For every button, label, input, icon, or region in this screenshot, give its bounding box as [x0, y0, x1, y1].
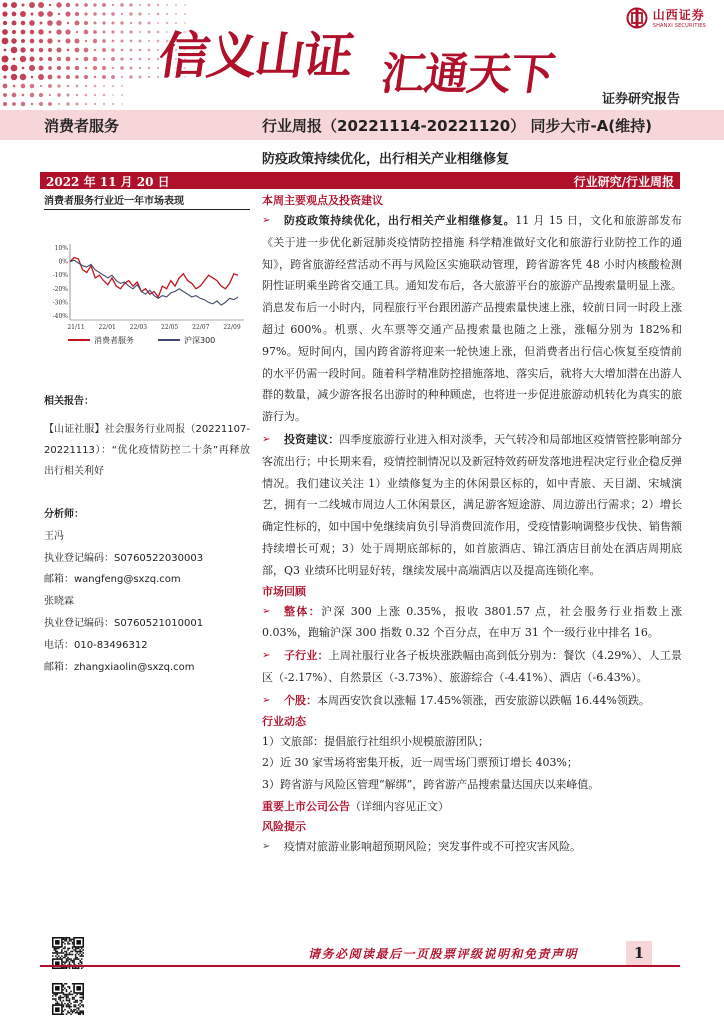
decorative-dot: [48, 75, 53, 80]
x-tick-label: 22/09: [223, 324, 241, 331]
paragraph-policy: [262, 210, 682, 428]
decorative-dot: [147, 21, 150, 24]
decorative-dot: [56, 47, 61, 52]
decorative-dot: [48, 66, 52, 70]
decorative-dot: [157, 49, 159, 51]
decorative-dot: [94, 103, 96, 105]
decorative-dot: [102, 39, 106, 43]
decorative-dot: [130, 58, 133, 61]
sidebar: [44, 192, 250, 352]
decorative-dot: [148, 58, 150, 60]
decorative-dot: [129, 75, 132, 78]
announcements-note: （详细内容见正文）: [350, 799, 449, 813]
decorative-dot: [94, 85, 97, 88]
decorative-dot: [138, 12, 141, 15]
title-band: [0, 110, 724, 140]
decorative-dot: [65, 38, 70, 43]
decorative-dot: [20, 47, 25, 52]
decorative-dot: [57, 93, 61, 97]
x-tick-label: 22/05: [160, 324, 179, 331]
legend-label: 消费者服务: [94, 336, 134, 345]
x-tick-label: 22/07: [192, 324, 210, 331]
logo-english: SHANXI SECURITIES: [652, 23, 706, 29]
decorative-dot: [111, 75, 115, 79]
decorative-dot: [66, 102, 70, 106]
series-line-consumer-services: [70, 258, 238, 298]
analyst-info: [44, 504, 250, 678]
decorative-dot: [111, 30, 114, 33]
report-title: 行业周报（20221114-20221120） 同步大市-A(维持): [262, 117, 652, 135]
decorative-dot: [76, 31, 78, 33]
decorative-dot: [129, 3, 133, 7]
footer-rule: [40, 965, 680, 967]
decorative-dot: [148, 13, 150, 15]
decorative-dot: [121, 76, 123, 78]
decorative-dot: [2, 65, 9, 72]
decorative-dot: [12, 12, 17, 17]
decorative-dot: [30, 30, 34, 34]
paragraph-lead: 防疫政策持续优化，出行相关产业相继修复。: [284, 214, 516, 227]
decorative-dot: [13, 58, 16, 61]
decorative-dot: [112, 4, 114, 6]
decorative-dot: [112, 67, 114, 69]
decorative-dot: [157, 22, 159, 24]
decorative-dot: [103, 85, 105, 87]
decorative-dot: [112, 40, 115, 43]
decorative-dot: [11, 65, 18, 72]
decorative-dot: [175, 13, 177, 15]
analyst-email[interactable]: 邮箱：wangfeng@sxzq.com: [44, 574, 181, 586]
arrow-bullet-icon: ➢: [262, 650, 271, 662]
decorative-dot: [39, 48, 44, 53]
decorative-dot: [66, 75, 70, 79]
decorative-dot: [11, 74, 17, 80]
decorative-dot: [75, 3, 78, 6]
decorative-dot: [4, 49, 7, 52]
decorative-dot: [175, 4, 177, 6]
decorative-dot: [130, 49, 133, 52]
decorative-dot: [130, 40, 133, 43]
decorative-dot: [102, 12, 105, 15]
decorative-dot: [94, 76, 96, 78]
decorative-dot: [30, 93, 34, 97]
decorative-dot: [20, 56, 26, 62]
report-date: 2022 年 11 月 20 日: [46, 175, 170, 189]
decorative-dot: [12, 93, 17, 98]
analyst-line: 执业登记编码：S0760521010001: [44, 617, 204, 629]
decorative-dot: [3, 102, 7, 106]
decorative-dot: [49, 94, 51, 96]
section-title-risk: 风险提示: [262, 819, 306, 833]
decorative-dot: [139, 4, 141, 6]
paragraph-body: 上周社服行业各子板块涨跌幅由高到低分别为：餐饮（4.29%）、人工景区（-2.17%）、自然景区（-3.73%）、旅游综合（-4.41%）、酒店（-6.43%）。: [262, 649, 683, 684]
decorative-dot: [21, 84, 26, 89]
decorative-dot: [157, 31, 160, 34]
decorative-dot: [39, 39, 43, 43]
decorative-dot: [11, 38, 17, 44]
decorative-dot: [130, 22, 132, 24]
decorative-dot: [3, 84, 8, 89]
decorative-dot: [121, 13, 123, 15]
y-tick-label: -10%: [52, 272, 68, 280]
decorative-dot: [121, 49, 124, 52]
decorative-dot: [93, 39, 97, 43]
y-tick-label: 10%: [54, 245, 68, 252]
decorative-dot: [129, 66, 132, 69]
decorative-dot: [84, 57, 89, 62]
decorative-dot: [40, 85, 42, 87]
decorative-dot: [102, 48, 106, 52]
decorative-dot: [157, 13, 160, 16]
decorative-dot: [121, 103, 123, 105]
decorative-dot: [29, 20, 35, 26]
decorative-dot: [93, 12, 97, 16]
decorative-dot: [166, 4, 168, 6]
slogan-part2: 汇通天下: [377, 49, 557, 100]
y-tick-label: -20%: [52, 285, 68, 293]
decorative-dot: [11, 47, 18, 54]
decorative-dot: [85, 94, 88, 97]
date-bar: [40, 172, 680, 189]
paragraph-body: 沪深 300 上涨 0.35%，报收 3801.57 点，社会服务行业指数上涨 0.03%，跑输沪深 300 指数 0.32 个百分点，在申万 31 个一级行业中排名 16。: [262, 604, 682, 640]
news-item: 2）近 30 家雪场将密集开板，近一周雪场门票预订增长 403%；: [262, 756, 578, 770]
decorative-dot: [67, 22, 69, 24]
decorative-dot: [76, 58, 79, 61]
disclaimer-notice: 请务必阅读最后一页股票评级说明和免责声明: [308, 947, 579, 961]
y-tick-label: 0%: [58, 258, 68, 266]
decorative-dot: [21, 30, 26, 35]
y-tick-label: -40%: [52, 313, 68, 320]
decorative-dot: [57, 66, 61, 70]
decorative-dot: [93, 3, 96, 6]
decorative-dot: [93, 57, 98, 62]
decorative-dot: [2, 11, 7, 16]
market-performance-chart: [44, 230, 250, 352]
decorative-dot: [111, 57, 115, 61]
decorative-dot: [2, 38, 9, 45]
decorative-dot: [20, 11, 26, 17]
paragraph-body: 四季度旅游行业进入相对淡季，天气转冷和局部地区疫情管控影响部分客流出行；中长期来看，疫情控制情况以及新冠特效药研发落地进程决定行业企稳反弹情况。我们建议关注 1）业绩修复为主的休闲景区标的，如中青旅、天目湖、宋城演艺，拥有一二线城市周边人工休闲景区，满足游客短途游、周边游出行需求；2）增长确定性标的，如中国中免继续肩负引导消费回流作用，受疫情影响调整步伐快、销售额持续增长可观；3）处于周期底部标的，如首旅酒店、锦江酒店目前处在酒店周期底部，Q3 业绩环比明显好转，继续发展中高端酒店以及提高连锁化率。: [262, 432, 683, 577]
decorative-dot: [148, 40, 150, 42]
decorative-dot: [75, 48, 80, 53]
decorative-dot: [74, 38, 79, 43]
decorative-dot: [39, 93, 43, 97]
paragraph-investment: [262, 429, 682, 582]
decorative-dot: [129, 12, 132, 15]
decorative-dot: [56, 2, 61, 7]
decorative-dot: [75, 21, 80, 26]
report-subtitle: 防疫政策持续优化，出行相关产业相继修复: [262, 152, 510, 167]
decorative-dot: [138, 21, 141, 24]
report-header: [0, 0, 724, 110]
section-title-market: 市场回顾: [262, 584, 306, 598]
decorative-dot: [12, 30, 16, 34]
decorative-dot: [111, 21, 114, 24]
decorative-dot: [13, 85, 16, 88]
decorative-dot: [21, 39, 25, 43]
risk-text: 疫情对旅游业影响超预期风险；突发事件或不可控灾害风险。: [284, 839, 581, 853]
decorative-dot: [85, 40, 87, 42]
decorative-dot: [56, 29, 61, 34]
section-title-announcements: 重要上市公司公告: [262, 799, 350, 813]
decorative-dot: [67, 85, 70, 88]
decorative-dot: [76, 85, 79, 88]
decorative-dot: [48, 48, 52, 52]
decorative-dot: [139, 67, 141, 69]
decorative-dot: [85, 67, 88, 70]
decorative-dot: [57, 84, 60, 87]
arrow-bullet-icon: ➢: [262, 840, 271, 852]
news-item: 1）文旅部：提倡旅行社组织小规模旅游团队；: [262, 734, 489, 748]
decorative-dot: [40, 22, 43, 25]
arrow-bullet-icon: ➢: [262, 433, 271, 445]
decorative-dot: [94, 94, 96, 96]
decorative-dot: [84, 30, 89, 35]
decorative-dot: [139, 31, 141, 33]
decorative-dot: [21, 21, 26, 26]
legend-label: 沪深300: [184, 336, 216, 345]
decorative-dot: [48, 84, 52, 88]
decorative-dot: [112, 94, 114, 96]
decorative-dot: [93, 21, 96, 24]
decorative-dot: [39, 102, 43, 106]
decorative-dot: [112, 85, 114, 87]
decorative-dot: [3, 3, 8, 8]
decorative-dot: [184, 13, 186, 15]
decorative-dot: [30, 39, 35, 44]
decorative-dot: [93, 30, 97, 34]
decorative-dot: [48, 102, 52, 106]
decorative-dot: [21, 3, 24, 6]
decorative-dot: [38, 74, 44, 80]
decorative-dot: [85, 85, 88, 88]
decorative-dot: [67, 49, 70, 52]
decorative-dot: [3, 93, 7, 97]
decorative-dot: [29, 56, 34, 61]
decorative-dot: [3, 75, 6, 78]
decorative-dot: [58, 40, 61, 43]
related-reports: [44, 392, 250, 482]
x-tick-label: 22/01: [98, 324, 116, 331]
decorative-dot: [31, 103, 33, 105]
decorative-dot: [66, 66, 70, 70]
decorative-dot: [22, 94, 25, 97]
decorative-dot: [120, 3, 124, 7]
page-footer: [0, 935, 724, 1024]
decorative-dot: [1, 55, 8, 62]
decorative-dot: [66, 57, 71, 62]
decorative-dot: [38, 29, 43, 34]
decorative-dot: [38, 2, 44, 8]
decorative-dot: [102, 3, 106, 7]
decorative-dot: [20, 74, 27, 81]
decorative-dot: [85, 103, 87, 105]
decorative-dot: [111, 12, 115, 16]
decorative-dot: [65, 29, 70, 34]
decorative-dot: [76, 103, 79, 106]
analyst-phone: 电话：010-83496312: [44, 639, 148, 651]
decorative-dot: [30, 48, 34, 52]
decorative-dot: [47, 20, 53, 26]
decorative-dot: [29, 2, 35, 8]
series-line-csi300: [70, 260, 238, 305]
decorative-dot: [48, 57, 52, 61]
sector-name: 消费者服务: [44, 117, 120, 135]
paragraph-market-sub: [262, 645, 682, 689]
decorative-dot: [166, 13, 168, 15]
paragraph-lead: 整体：: [284, 604, 322, 618]
decorative-dot: [58, 13, 60, 15]
decorative-dot: [49, 4, 52, 7]
paragraph-market-stock: [262, 690, 682, 712]
decorative-dot: [138, 39, 141, 42]
decorative-dot: [38, 11, 44, 17]
x-tick-label: 22/03: [129, 324, 148, 331]
decorative-dot: [75, 66, 80, 71]
decorative-dot: [47, 11, 53, 17]
paragraph-risk: [262, 836, 682, 858]
related-label: 相关报告：: [44, 396, 94, 407]
paragraph-body: 本周西安饮食以涨幅 17.45%领涨，西安旅游以跌幅 16.44%领跌。: [317, 693, 650, 707]
decorative-dot: [30, 84, 35, 89]
arrow-bullet-icon: ➢: [262, 605, 271, 617]
decorative-dot: [148, 67, 151, 70]
section-title-views: 本周主要观点及投资建议: [262, 194, 383, 207]
logo-name: 山西证券: [652, 8, 705, 22]
decorative-dot: [139, 49, 142, 52]
decorative-dot: [148, 31, 151, 34]
decorative-dot: [157, 4, 159, 6]
analyst-line: 王冯: [44, 530, 64, 542]
analyst-line: 张晓霖: [44, 596, 74, 608]
company-logo: [625, 6, 706, 29]
decorative-dot: [103, 58, 105, 60]
decorative-dot: [38, 65, 43, 70]
decorative-dot: [102, 66, 106, 70]
decorative-dot: [157, 40, 160, 43]
decorative-dot: [102, 75, 106, 79]
decorative-dot: [111, 48, 114, 51]
decorative-dot: [93, 66, 97, 70]
decorative-dot: [39, 57, 43, 61]
decorative-dot: [2, 29, 8, 35]
decorative-dot: [76, 94, 78, 96]
decorative-dot: [184, 4, 186, 6]
arrow-bullet-icon: ➢: [262, 694, 271, 706]
qr-code-icon[interactable]: [52, 983, 84, 1015]
decorative-dot: [3, 21, 7, 25]
decorative-dot: [120, 21, 123, 24]
analyst-label: 分析师：: [44, 509, 84, 520]
decorative-dot: [139, 76, 142, 79]
decorative-dot: [84, 75, 88, 79]
decorative-dot: [66, 3, 70, 7]
decorative-dot: [120, 57, 123, 60]
paragraph-lead: 投资建议：: [284, 432, 340, 446]
decorative-dot: [11, 2, 17, 8]
decorative-dot: [120, 39, 123, 42]
decorative-dot: [84, 48, 89, 53]
decorative-dot: [31, 13, 34, 16]
decorative-dot: [103, 103, 105, 105]
decorative-dot: [121, 94, 123, 96]
arrow-bullet-icon: ➢: [262, 215, 271, 226]
shanxi-securities-logo-icon: [625, 7, 649, 29]
decorative-dot: [29, 65, 35, 71]
news-item: 3）跨省游与风险区管理“解绑”，跨省游产品搜索量达国庆以来峰值。: [262, 778, 600, 792]
decorative-dot: [139, 58, 142, 61]
slogan-part1: 信义山证: [155, 26, 356, 85]
decorative-dot: [121, 85, 123, 87]
report-category: 行业研究/行业周报: [573, 175, 674, 189]
decorative-dot: [148, 76, 150, 78]
page-number: 1: [626, 941, 652, 965]
section-title-news: 行业动态: [262, 714, 306, 728]
decorative-dot: [148, 49, 151, 52]
analyst-email[interactable]: 邮箱：zhangxiaolin@sxzq.com: [44, 661, 195, 673]
decorative-dot: [49, 31, 52, 34]
decorative-dot: [121, 31, 124, 34]
decorative-dot: [66, 93, 69, 96]
decorative-dot: [58, 103, 60, 105]
report-kind: 证券研究报告: [601, 92, 680, 107]
paragraph-lead: 个股：: [284, 693, 317, 707]
decorative-dot: [75, 75, 79, 79]
chart-title: 消费者服务行业近一年市场表现: [44, 192, 250, 210]
decorative-dot: [57, 75, 61, 79]
analyst-line: 执业登记编码：S0760522030003: [44, 552, 204, 564]
x-tick-label: 21/11: [67, 324, 85, 331]
decorative-dot: [21, 102, 25, 106]
decorative-dot: [75, 12, 79, 16]
decorative-dot: [22, 67, 25, 70]
paragraph-lead: 子行业：: [284, 649, 329, 663]
decorative-dot: [120, 66, 124, 70]
decorative-dot: [103, 31, 106, 34]
decorative-dot: [31, 76, 34, 79]
decorative-dot: [102, 21, 105, 24]
decorative-dot: [12, 102, 16, 106]
decorative-dot: [84, 12, 87, 15]
paragraph-body: 11 月 15 日，文化和旅游部发布《关于进一步优化新冠肺炎疫情防控措施 科学精准做好文化和旅游行业防控工作的通知》，跨省旅游经营活动不再与风险区实施联动管理，跨省游客凭 48 小时内核酸检测阴性证明乘坐跨省交通工具。通知发布后，各大旅游平台的旅游产品搜索量明显上涨。消息发布后一小时内，同程旅行平台跟团游产品搜索量快速上涨，较前日同一时段上涨超过 600%。机票、火车票等交通产品搜索量也随之上涨，涨幅分别为 182%和 97%。短时间内，国内跨省游将迎来一轮快速上涨，但消费者出行信心恢复至疫情前的水平仍需一段时间。随着科学精准防控措施落地、落实后，就将大大增加潜在出游人群的数量，减少游客报名出游时的种种顾虑，也将进一步促进旅游动机转化为真实的旅游行为。: [262, 214, 683, 424]
decorative-dot: [65, 11, 70, 16]
decorative-dot: [148, 4, 151, 7]
y-tick-label: -30%: [52, 299, 68, 307]
decorative-dot: [129, 30, 132, 33]
decorative-dot: [47, 38, 52, 43]
decorative-dot: [11, 20, 16, 25]
decorative-dot: [84, 21, 88, 25]
related-report-link[interactable]: 【山证社服】社会服务行业周报（20221107-20221113）：“优化疫情防控二十条”再释放出行相关利好: [44, 424, 250, 477]
decorative-dot: [57, 57, 61, 61]
decorative-dot: [84, 3, 88, 7]
decorative-dot: [112, 103, 114, 105]
decorative-dot: [94, 49, 96, 51]
main-content: [262, 192, 682, 858]
announcements-heading: [262, 796, 682, 818]
decorative-dot: [103, 94, 105, 96]
paragraph-market-overall: [262, 601, 682, 645]
decorative-dot: [56, 20, 62, 26]
